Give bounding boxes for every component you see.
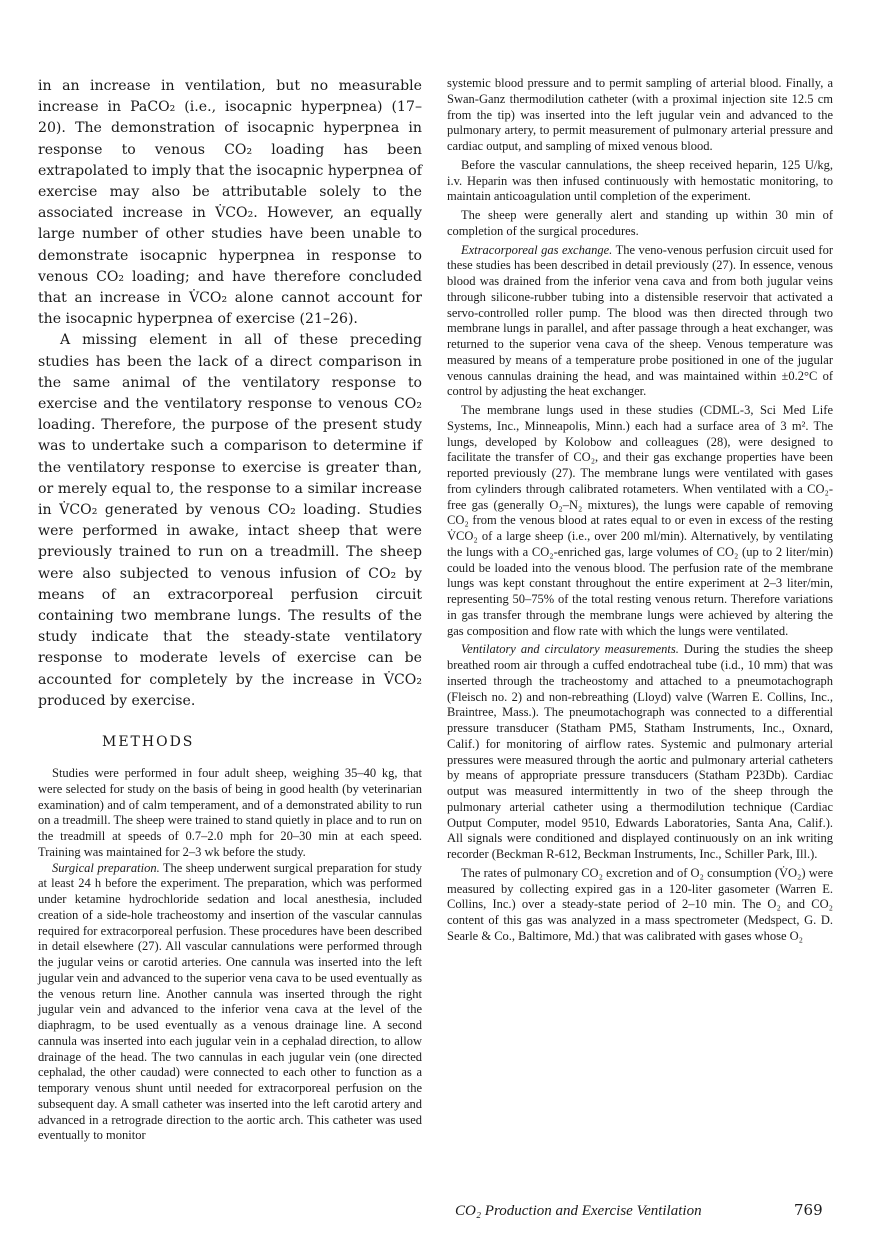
page-number: 769	[794, 1201, 823, 1219]
gas-exchange-paragraph: The rates of pulmonary CO₂ excretion and of O₂ consumption (V̇O₂) were measured by collecting expired gas in a 120-liter gasometer (Warren E. Collins, Inc.) over a steady-state period of 2–10 min. The O₂ and CO₂ content of this gas was analyzed in a mass spectrometer (Medspect, G. D. Searle & Co., Baltimore, Md.) that was calibrated with gases whose O₂	[447, 865, 833, 943]
ventilatory-text: During the studies the sheep breathed room air through a cuffed endotracheal tube (i.d., 10 mm) that was inserted through the tracheostomy and attached to a pneumotachograph (Fleisch no. 2) and non-rebreathing (Lloyd) valve (Warren E. Collins, Inc., Braintree, Mass.). The pneumotachograph was connected to a differential pressure transducer (Statham PM5, Statham Instruments, Inc., Oxnard, Calif.) for monitoring of airflow rates. Systemic and pulmonary arterial pressures were measured through the aortic and pulmonary arterial catheters by means of appropriate pressure transducers (Statham P23Db). Cardiac output was measured intermittently in two of the sheep through the pulmonary arterial catheter using a thermodilution technique (Cardiac Output Computer, model 9510, Edwards Laboratories, Santa Ana, Calif.). All signals were conditioned and displayed continuously on an ink writing recorder (Beckman R-612, Beckman Instruments, Inc., Schiller Park, Ill.).	[447, 642, 833, 861]
surgical-preparation-paragraph	[38, 861, 422, 1145]
methods-animals-paragraph: Studies were performed in four adult sheep, weighing 35–40 kg, that were selected for study on the basis of being in good health (by veterinarian examination) and of calm temperament, and of a demonstrated ability to run on a treadmill. The sheep were trained to stand quietly in place and to run on the treadmill at speeds of 0.7–2.0 mph for 20–30 min at each speed. Training was maintained for 2–3 wk before the study.	[38, 766, 422, 859]
running-title: CO₂ Production and Exercise Ventilation	[455, 1203, 702, 1219]
surgical-preparation-heading: Surgical preparation.	[52, 860, 160, 875]
surgical-paragraph-continued: systemic blood pressure and to permit sampling of arterial blood. Finally, a Swan-Ganz thermodilution catheter (with a proximal injection site 12.5 cm from the tip) was inserted into the left jugular vein and advanced to the pulmonary artery, to permit measurement of pulmonary arterial pressure and cardiac output, and sampling of mixed venous blood.	[447, 76, 833, 153]
intro-paragraph-continued: in an increase in ventilation, but no measurable increase in PaCO₂ (i.e., isocapnic hyperpnea) (17–20). The demonstration of isocapnic hyperpnea in response to venous CO₂ loading has been extrapolated to imply that the isocapnic hyperpnea of exercise may also be attributable solely to the associated increase in V̇CO₂. However, an equally large number of other studies have been unable to demonstrate isocapnic hyperpnea in response to venous CO₂ loading; and have therefore concluded that an increase in V̇CO₂ alone cannot account for the isocapnic hyperpnea of exercise (21–26).	[38, 78, 422, 328]
ventilatory-heading: Ventilatory and circulatory measurements.	[461, 642, 679, 657]
right-column	[447, 76, 833, 945]
recovery-paragraph: The sheep were generally alert and standing up within 30 min of completion of the surgical procedures.	[447, 208, 833, 238]
methods-heading: METHODS	[102, 734, 195, 751]
membrane-lungs-paragraph: The membrane lungs used in these studies (CDML-3, Sci Med Life Systems, Inc., Minneapolis, Minn.) each had a surface area of 3 m². The lungs, developed by Kolobow and colleagues (28), were designed to facilitate the transfer of CO₂, and their gas exchange properties have been reported previously (27). The membrane lungs were ventilated with gases from cylinders through calibrated rotameters. When ventilated with a CO₂-free gas (generally O₂–N₂ mixtures), the lungs were capable of removing CO₂ from the venous blood at rates equal to or even in excess of the resting V̇CO₂ of a large sheep (i.e., over 200 ml/min). Alternatively, by ventilating the lungs with a CO₂-enriched gas, large volumes of CO₂ (up to 2 liter/min) could be loaded into the venous blood. The perfusion rate of the membrane lungs was kept constant throughout the entire experiment at 2–3 liter/min, representing 50–75% of the total resting venous return. Therefore variations in gas transfer through the membrane lungs were achieved by altering the gas composition and flow rate with which the lungs were ventilated.	[447, 403, 833, 638]
extracorporeal-paragraph	[447, 243, 833, 401]
extracorporeal-text: The veno-venous perfusion circuit used for these studies has been described in detail previously (27). In essence, venous blood was drained from the inferior vena cava and from both jugular veins through silicone-rubber tubing into a distensible reservoir that activated a servo-controlled roller pump. The blood was then directed through two membrane lungs in parallel, and after passage through a heat exchanger, was returned to the superior vena cava of the sheep. Venous temperature was measured by means of a temperature probe positioned in one of the jugular venous cannulas draining the head, and was maintained within ±0.2°C of control by adjusting the heat exchanger.	[447, 242, 833, 399]
extracorporeal-heading: Extracorporeal gas exchange.	[461, 242, 613, 257]
heparin-paragraph: Before the vascular cannulations, the sheep received heparin, 125 U/kg, i.v. Heparin was then infused continuously with hemostatic monitoring, to maintain anticoagulation until completion of the experiment.	[447, 157, 833, 204]
ventilatory-paragraph	[447, 642, 833, 863]
surgical-preparation-text: The sheep underwent surgical preparation for study at least 24 h before the experiment. The preparation, which was performed under ketamine hydrochloride sedation and local anesthesia, included creation of a side-hole tracheostomy and insertion of the vascular cannulas required for extracorporeal perfusion. These procedures have been described in detail elsewhere (27). All vascular cannulations were performed through the jugular veins or carotid arteries. One cannula was inserted into the left jugular vein and advanced to the superior vena cava to be used eventually as the venous return line. Another cannula was inserted through the right jugular vein and advanced to the inferior vena cava at the level of the diaphragm, to be used eventually as a venous drainage line. A second cannula was inserted into each jugular vein in a cephalad direction, to allow drainage of the head. The two cannulas in each jugular vein (one directed cephalad, the other caudad) were connected to each other to function as a temporary venous shunt until needed for extracorporeal perfusion on the subsequent day. A small catheter was inserted into the left carotid artery and advanced in a retrograde direction to the aortic arch. This catheter was used eventually to monitor	[38, 860, 422, 1143]
intro-paragraph-purpose: A missing element in all of these preceding studies has been the lack of a direct comparison in the same animal of the ventilatory response to exercise and the ventilatory response to venous CO₂ loading. Therefore, the purpose of the present study was to undertake such a comparison to determine if the ventilatory response to exercise is greater than, or merely equal to, the response to a similar increase in V̇CO₂ generated by venous CO₂ loading. Studies were performed in awake, intact sheep that were previously trained to run on a treadmill. The sheep were also subjected to venous infusion of CO₂ by means of an extracorporeal perfusion circuit containing two membrane lungs. The results of the study indicate that the steady-state ventilatory response to moderate levels of exercise can be accounted for completely by the increase in V̇CO₂ produced by exercise.	[38, 332, 422, 709]
methods-text-block	[38, 766, 422, 1144]
left-column	[38, 76, 422, 1144]
